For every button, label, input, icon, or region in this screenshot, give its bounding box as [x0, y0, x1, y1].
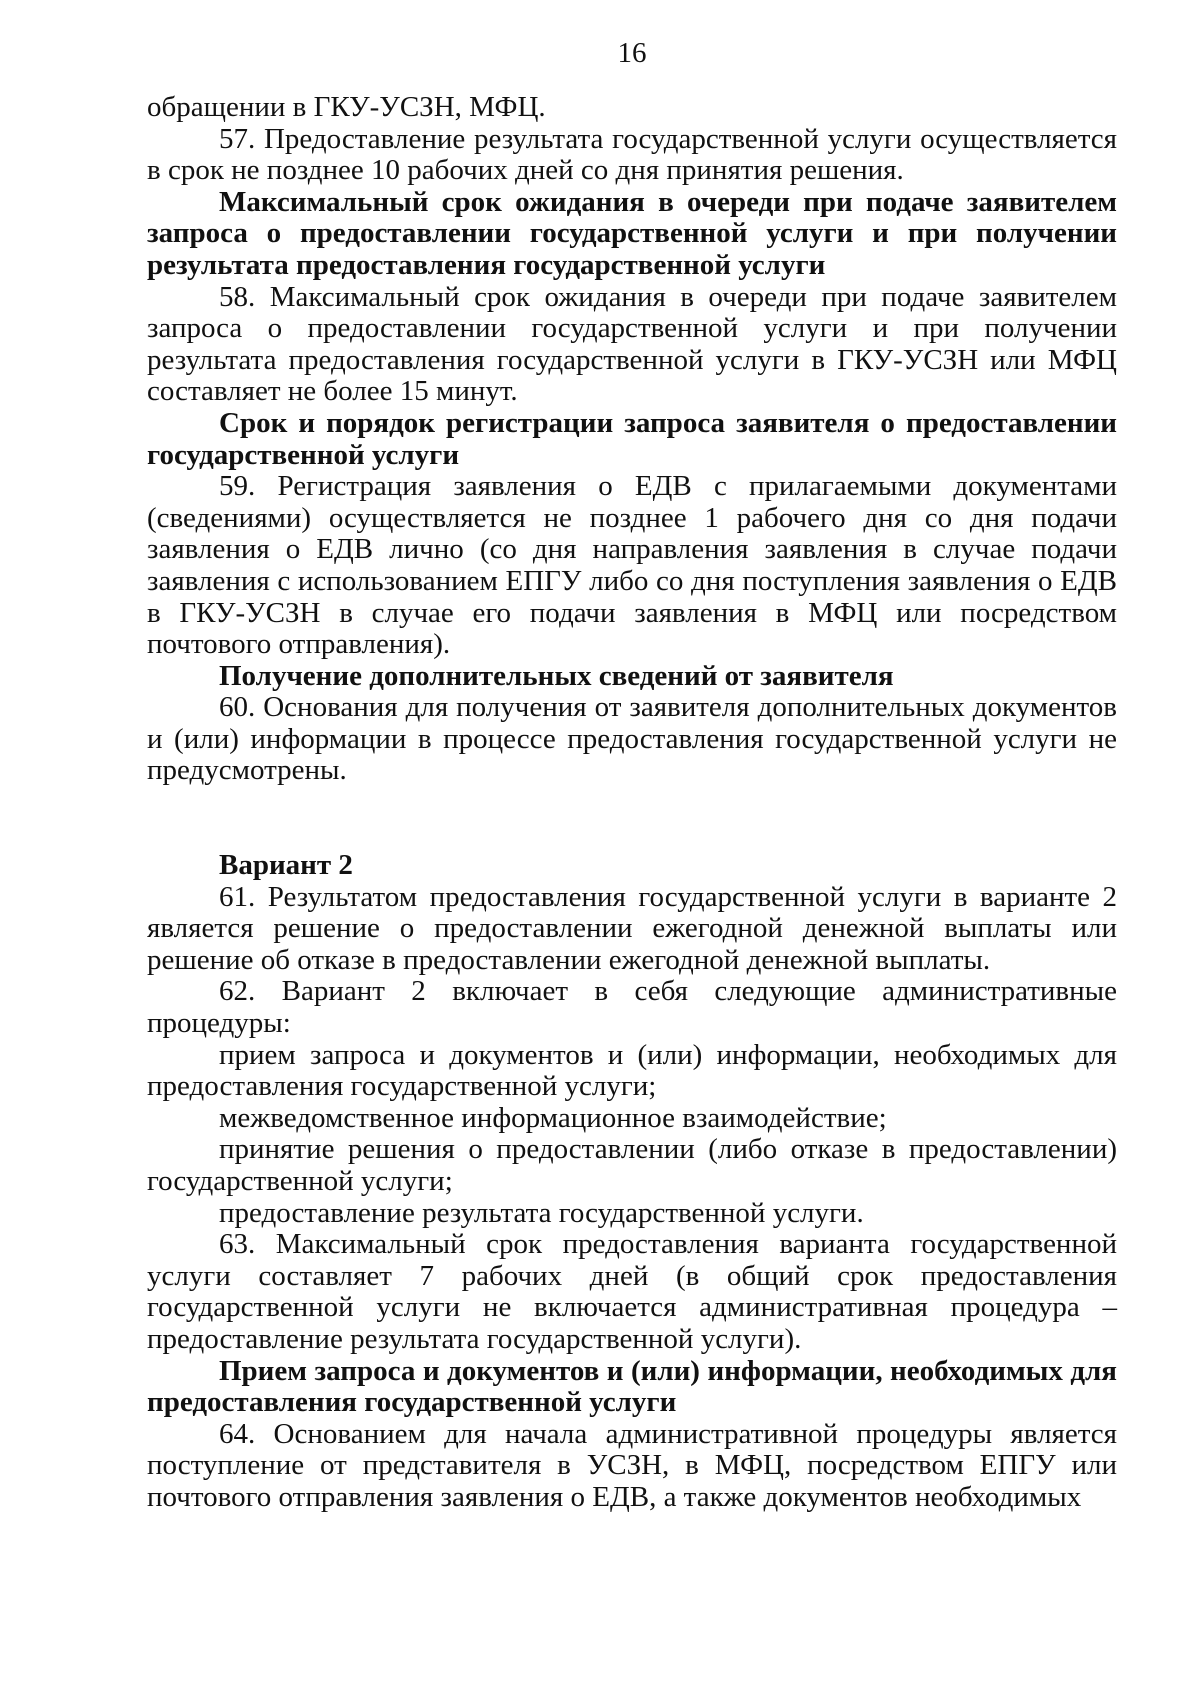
paragraph-61: 61. Результатом предоставления государственной услуги в варианте 2 является решение о предоставлении ежегодной денежной выплаты или решение об отказе в предоставлении ежегодной денежной выплаты.: [147, 880, 1117, 976]
page-number: 16: [617, 37, 647, 69]
paragraph-62: 62. Вариант 2 включает в себя следующие административные процедуры:: [147, 975, 1117, 1040]
paragraph-63: 63. Максимальный срок предоставления варианта государственной услуги составляет 7 рабочих дней (в общий срок предоставления государственной услуги не включается административная процедура – предоставление результата государственной услуги).: [147, 1228, 1117, 1355]
section-heading-queue-wait: Максимальный срок ожидания в очереди при подаче заявителем запроса о предоставлении государственной услуги и при получении результата предоставления государственной услуги: [147, 185, 1117, 281]
section-heading-additional-info: Получение дополнительных сведений от заявителя: [219, 659, 894, 692]
paragraph-57: 57. Предоставление результата государственной услуги осуществляется в срок не позднее 10 рабочих дней со дня принятия решения.: [147, 122, 1117, 187]
section-heading-intake: Прием запроса и документов и (или) информации, необходимых для предоставления государственной услуги: [147, 1354, 1117, 1419]
paragraph-continuation: обращении в ГКУ-УСЗН, МФЦ.: [147, 91, 546, 123]
procedure-item-decision: принятие решения о предоставлении (либо отказе в предоставлении) государственной услуги;: [147, 1133, 1117, 1197]
procedure-item-intake: прием запроса и документов и (или) информации, необходимых для предоставления государственной услуги;: [147, 1038, 1117, 1103]
document-body: [147, 92, 1117, 1514]
paragraph-60: 60. Основания для получения от заявителя дополнительных документов и (или) информации в процессе предоставления государственной услуги не предусмотрены.: [147, 691, 1117, 787]
section-heading-registration: Срок и порядок регистрации запроса заявителя о предоставлении государственной услуги: [147, 406, 1117, 471]
paragraph-58: 58. Максимальный срок ожидания в очереди при подаче заявителем запроса о предоставлении государственной услуги и при получении результата предоставления государственной услуги в ГКУ-УСЗН или МФЦ составляет не более 15 минут.: [147, 280, 1117, 408]
paragraph-64: 64. Основанием для начала административной процедуры является поступление от представителя в УСЗН, в МФЦ, посредством ЕПГУ или почтового отправления заявления о ЕДВ, а также документов необходимых: [147, 1417, 1117, 1513]
procedure-item-result: предоставление результата государственной услуги.: [219, 1196, 864, 1229]
section-heading-variant-2: Вариант 2: [219, 849, 353, 882]
procedure-item-interagency: межведомственное информационное взаимодействие;: [219, 1101, 887, 1134]
paragraph-59: 59. Регистрация заявления о ЕДВ с прилагаемыми документами (сведениями) осуществляется не позднее 1 рабочего дня со дня подачи заявления о ЕДВ лично (со дня направления заявления в случае подачи заявления с использованием ЕПГУ либо со дня поступления заявления о ЕДВ в ГКУ-УСЗН в случае его подачи заявления в МФЦ или посредством почтового отправления).: [147, 470, 1117, 661]
